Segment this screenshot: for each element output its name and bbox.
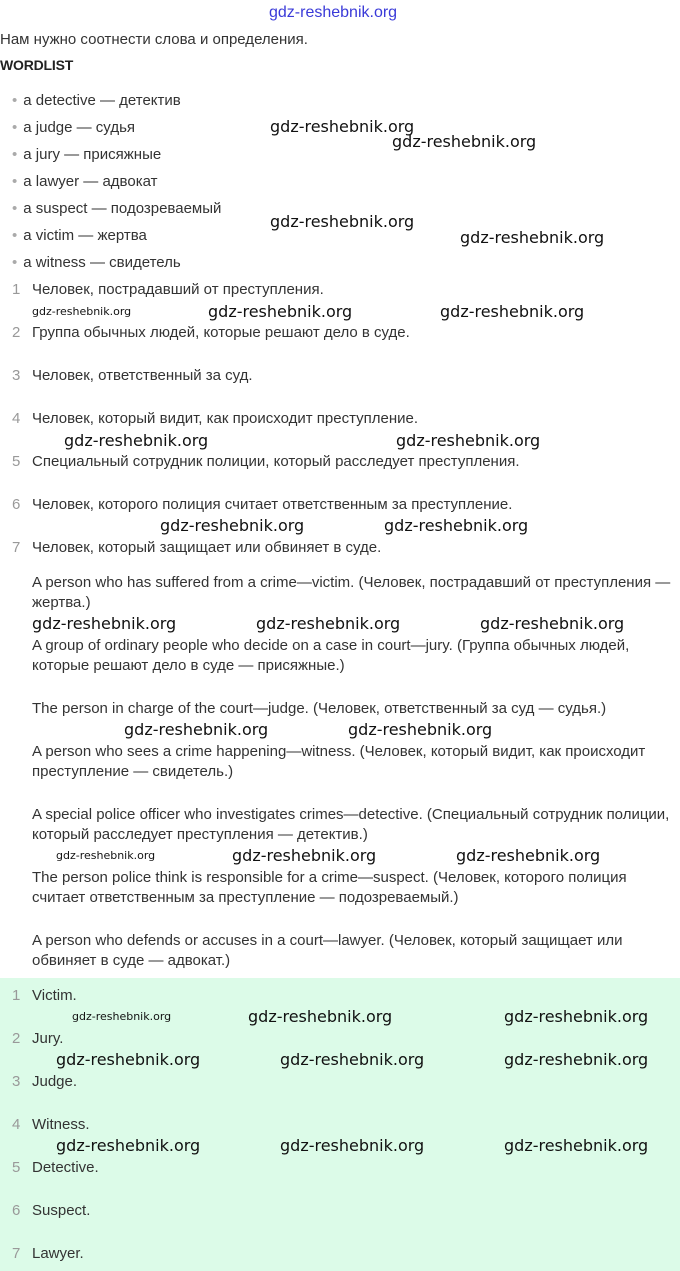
item-number: 4 xyxy=(12,410,21,427)
answer-item xyxy=(12,1115,680,1135)
item-text: Человек, ответственный за суд. xyxy=(32,367,253,384)
translation-item xyxy=(12,868,678,908)
item-text: A person who has suffered from a crime—victim. (Человек, пострадавший от преступления — жертва.) xyxy=(32,574,671,611)
watermark: gdz-reshebnik.org xyxy=(270,212,415,231)
item-text: Suspect. xyxy=(32,1202,91,1219)
watermark: gdz-reshebnik.org xyxy=(32,305,132,318)
wordlist-item: • a suspect — подозреваемый xyxy=(12,200,222,217)
watermark: gdz-reshebnik.org xyxy=(248,1007,393,1026)
item-text: Jury. xyxy=(32,1030,64,1047)
watermark: gdz-reshebnik.org xyxy=(384,516,529,535)
translation-item xyxy=(12,931,678,971)
watermark: gdz-reshebnik.org xyxy=(56,1050,201,1069)
item-text: The person police think is responsible for a crime—suspect. (Человек, которого полиция считает ответственным за преступление — подозреваемый.) xyxy=(32,869,627,906)
watermark: gdz-reshebnik.org xyxy=(56,1136,201,1155)
watermark: gdz-reshebnik.org xyxy=(124,720,269,739)
word-text: a jury — присяжные xyxy=(23,146,162,163)
answer-item xyxy=(12,1158,680,1178)
answer-item xyxy=(12,1244,680,1264)
item-number xyxy=(12,573,32,593)
word-text: a lawyer — адвокат xyxy=(23,173,158,190)
watermark: gdz-reshebnik.org xyxy=(456,846,601,865)
item-number: 2 xyxy=(12,324,21,341)
item-text: Detective. xyxy=(32,1159,99,1176)
wordlist-item: • a victim — жертва xyxy=(12,227,147,244)
item-number: 1 xyxy=(12,281,21,298)
watermark: gdz-reshebnik.org xyxy=(392,132,537,151)
wordlist-item: • a lawyer — адвокат xyxy=(12,173,158,190)
item-number: 6 xyxy=(12,1202,21,1219)
item-text: The person in charge of the court—judge. (Человек, ответственный за суд — судья.) xyxy=(32,700,607,717)
translation-item xyxy=(12,699,678,719)
watermark: gdz-reshebnik.org xyxy=(72,1010,172,1023)
wordlist-item: • a witness — свидетель xyxy=(12,254,181,271)
answer-item xyxy=(12,1201,680,1221)
item-number: 3 xyxy=(12,1073,21,1090)
watermark: gdz-reshebnik.org xyxy=(440,302,585,321)
translation-item xyxy=(12,573,678,613)
watermark: gdz-reshebnik.org xyxy=(256,614,401,633)
word-text: a suspect — подозреваемый xyxy=(23,200,222,217)
question-item xyxy=(12,538,680,558)
word-text: a witness — свидетель xyxy=(23,254,181,271)
item-text: Специальный сотрудник полиции, который расследует преступления. xyxy=(32,453,520,470)
item-number xyxy=(12,699,32,719)
watermark: gdz-reshebnik.org xyxy=(56,849,156,862)
translation-item xyxy=(12,805,678,845)
watermark: gdz-reshebnik.org xyxy=(232,846,377,865)
watermark: gdz-reshebnik.org xyxy=(504,1050,649,1069)
answer-item xyxy=(12,1029,680,1049)
wordlist-item: • a detective — детектив xyxy=(12,92,181,109)
watermark: gdz-reshebnik.org xyxy=(480,614,625,633)
watermark: gdz-reshebnik.org xyxy=(348,720,493,739)
question-item xyxy=(12,495,680,515)
watermark: gdz-reshebnik.org xyxy=(64,431,209,450)
item-text: Человек, пострадавший от преступления. xyxy=(32,281,324,298)
item-number xyxy=(12,805,32,825)
item-number: 5 xyxy=(12,453,21,470)
watermark: gdz-reshebnik.org xyxy=(280,1050,425,1069)
word-text: a detective — детектив xyxy=(23,92,181,109)
answer-item xyxy=(12,1072,680,1092)
item-number: 3 xyxy=(12,367,21,384)
item-number: 7 xyxy=(12,539,21,556)
top-watermark[interactable]: gdz-reshebnik.org xyxy=(269,4,398,21)
watermark: gdz-reshebnik.org xyxy=(32,614,177,633)
item-text: Человек, который защищает или обвиняет в суде. xyxy=(32,539,382,556)
item-text: Человек, которого полиция считает ответственным за преступление. xyxy=(32,496,513,513)
question-item xyxy=(12,280,680,300)
watermark: gdz-reshebnik.org xyxy=(160,516,305,535)
wordlist-item: • a jury — присяжные xyxy=(12,146,162,163)
question-item xyxy=(12,452,680,472)
item-number: 5 xyxy=(12,1159,21,1176)
item-text: A person who defends or accuses in a court—lawyer. (Человек, который защищает или обвиняет в суде — адвокат.) xyxy=(32,932,623,969)
watermark: gdz-reshebnik.org xyxy=(270,117,415,136)
item-number xyxy=(12,636,32,656)
item-number xyxy=(12,931,32,951)
item-number: 6 xyxy=(12,496,21,513)
item-number xyxy=(12,742,32,762)
item-text: Judge. xyxy=(32,1073,78,1090)
wordlist-heading: WORDLIST xyxy=(0,57,74,73)
watermark: gdz-reshebnik.org xyxy=(208,302,353,321)
watermark: gdz-reshebnik.org xyxy=(460,228,605,247)
item-number xyxy=(12,868,32,888)
question-item xyxy=(12,366,680,386)
watermark: gdz-reshebnik.org xyxy=(280,1136,425,1155)
item-text: Victim. xyxy=(32,987,77,1004)
item-text: Человек, который видит, как происходит преступление. xyxy=(32,410,419,427)
wordlist-item: • a judge — судья xyxy=(12,119,136,136)
item-text: Группа обычных людей, которые решают дело в суде. xyxy=(32,324,410,341)
item-number: 7 xyxy=(12,1245,21,1262)
translation-item xyxy=(12,742,678,782)
question-item xyxy=(12,323,680,343)
watermark: gdz-reshebnik.org xyxy=(396,431,541,450)
item-text: A special police officer who investigates crimes—detective. (Специальный сотрудник полиции, который расследует преступления — детектив.) xyxy=(32,806,670,843)
watermark: gdz-reshebnik.org xyxy=(504,1136,649,1155)
translation-item xyxy=(12,636,678,676)
item-number: 2 xyxy=(12,1030,21,1047)
intro-text: Нам нужно соотнести слова и определения. xyxy=(0,31,308,48)
answer-item xyxy=(12,986,680,1006)
item-number: 1 xyxy=(12,987,21,1004)
item-number: 4 xyxy=(12,1116,21,1133)
question-item xyxy=(12,409,680,429)
item-text: Lawyer. xyxy=(32,1245,84,1262)
word-text: a victim — жертва xyxy=(23,227,147,244)
word-text: a judge — судья xyxy=(23,119,136,136)
item-text: A person who sees a crime happening—witness. (Человек, который видит, как происходит преступление — свидетель.) xyxy=(32,743,646,780)
item-text: Witness. xyxy=(32,1116,90,1133)
item-text: A group of ordinary people who decide on a case in court—jury. (Группа обычных людей, которые решают дело в суде — присяжные.) xyxy=(32,637,630,674)
watermark: gdz-reshebnik.org xyxy=(504,1007,649,1026)
